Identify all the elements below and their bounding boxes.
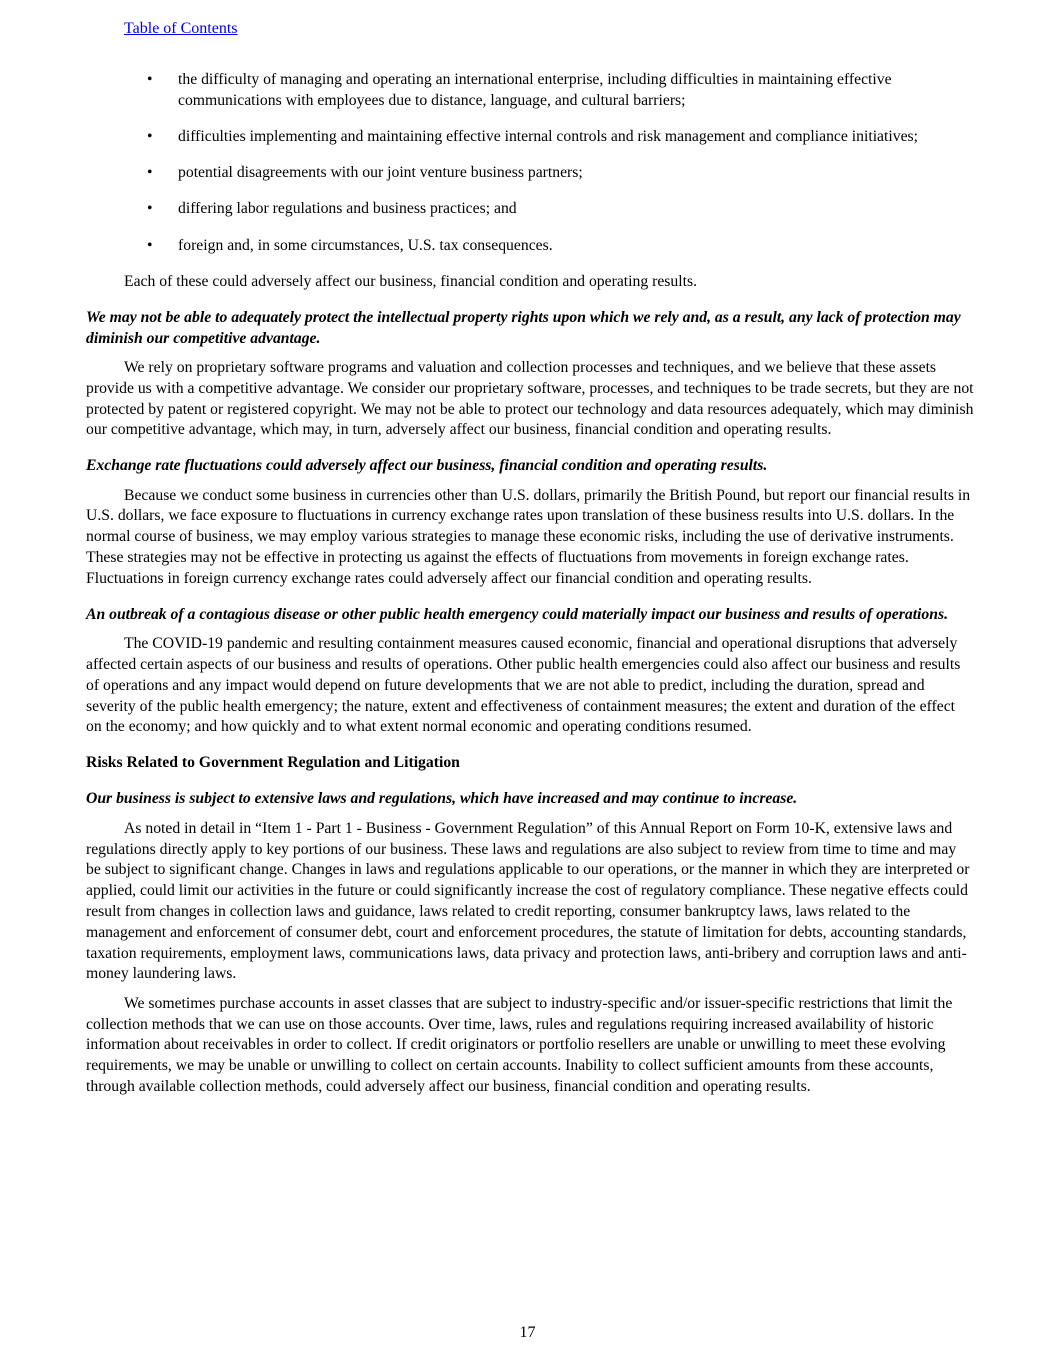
laws-risk-heading: Our business is subject to extensive laws and regulations, which have increased and may continue to increase. — [86, 790, 798, 808]
bullet-icon: • — [147, 127, 153, 145]
bullet-text: differing labor regulations and business practices; and — [178, 200, 517, 218]
laws-risk-paragraph-2: We sometimes purchase accounts in asset classes that are subject to industry-specific and/or issuer-specific restrictions that limit the collection methods that we can use on those accounts. Over time, laws, rules and regulations requiring increased availability of historic information about receivables in order to collect. If credit originators or portfolio resellers are unable or unwilling to meet these evolving requirements, we may be unable or unwilling to collect on certain accounts. Inability to collect sufficient amounts from these accounts, through available collection methods, could adversely affect our business, financial condition and operating results. — [86, 994, 953, 1095]
bullet-item — [86, 199, 974, 220]
bullet-item — [86, 236, 974, 257]
intro-closing-paragraph: Each of these could adversely affect our business, financial condition and operating results. — [124, 272, 697, 290]
bullet-icon: • — [147, 164, 153, 182]
bullet-text: difficulties implementing and maintaining effective internal controls and risk management and compliance initiatives; — [178, 127, 919, 145]
bullet-text: potential disagreements with our joint venture business partners; — [178, 164, 583, 182]
bullet-icon: • — [147, 200, 153, 218]
fx-risk-paragraph: Because we conduct some business in currencies other than U.S. dollars, primarily the British Pound, but report our financial results in U.S. dollars, we face exposure to fluctuations in currency exchange rates upon translation of these business results into U.S. dollars. In the normal course of business, we may employ various strategies to manage these economic risks, including the use of derivative instruments. These strategies may not be effective in protecting us against the effects of fluctuations from movements in foreign exchange rates. Fluctuations in foreign currency exchange rates could adversely affect our financial condition and operating results. — [86, 486, 971, 587]
bullet-text: the difficulty of managing and operating an international enterprise, including difficulties in maintaining effective communications with employees due to distance, language, and cultural barriers; — [178, 71, 892, 109]
document-body — [86, 70, 974, 1106]
bullet-icon: • — [147, 236, 153, 254]
bullet-list — [86, 70, 974, 256]
bullet-item — [86, 127, 974, 148]
gov-regulation-section-title: Risks Related to Government Regulation and Litigation — [86, 754, 460, 772]
health-risk-paragraph: The COVID-19 pandemic and resulting containment measures caused economic, financial and operational disruptions that adversely affected certain aspects of our business and results of operations. Other public health emergencies could also affect our business and results of operations and any impact would depend on future developments that we are not able to predict, including the duration, spread and severity of the public health emergency; the nature, extent and effectiveness of containment measures; the extent and duration of the effect on the economy; and how quickly and to what extent normal economic and operating conditions resumed. — [86, 635, 961, 736]
bullet-item — [86, 163, 974, 184]
health-risk-heading: An outbreak of a contagious disease or other public health emergency could materially impact our business and results of operations. — [86, 605, 949, 623]
ip-risk-heading: We may not be able to adequately protect the intellectual property rights upon which we rely and, as a result, any lack of protection may diminish our competitive advantage. — [86, 308, 961, 347]
fx-risk-heading: Exchange rate fluctuations could adversely affect our business, financial condition and operating results. — [86, 457, 768, 475]
page-number: 17 — [519, 1324, 536, 1341]
laws-risk-paragraph-1: As noted in detail in “Item 1 - Part 1 - Business - Government Regulation” of this Annual Report on Form 10-K, extensive laws and regulations directly apply to key portions of our business. These laws and regulations are also subject to review from time to time and may be subject to significant change. Changes in laws and regulations applicable to our operations, or the manner in which they are interpreted or applied, could limit our activities in the future or could significantly increase the cost of regulatory compliance. These negative effects could result from changes in collection laws and guidance, laws related to credit reporting, consumer bankruptcy laws, laws related to the management and enforcement of consumer debt, court and enforcement procedures, the statute of limitation for debts, accounting standards, taxation requirements, employment laws, communications laws, data privacy and protection laws, anti-bribery and corruption laws and anti-money laundering laws. — [86, 819, 970, 983]
bullet-text: foreign and, in some circumstances, U.S. tax consequences. — [178, 236, 553, 254]
ip-risk-paragraph: We rely on proprietary software programs and valuation and collection processes and techniques, and we believe that these assets provide us with a competitive advantage. We consider our proprietary software, processes, and techniques to be trade secrets, but they are not protected by patent or registered copyright. We may not be able to protect our technology and data resources adequately, which may diminish our competitive advantage, which may, in turn, adversely affect our business, financial condition and operating results. — [86, 358, 974, 439]
table-of-contents-link[interactable]: Table of Contents — [124, 20, 238, 37]
bullet-icon: • — [147, 71, 153, 88]
bullet-item — [86, 70, 974, 112]
